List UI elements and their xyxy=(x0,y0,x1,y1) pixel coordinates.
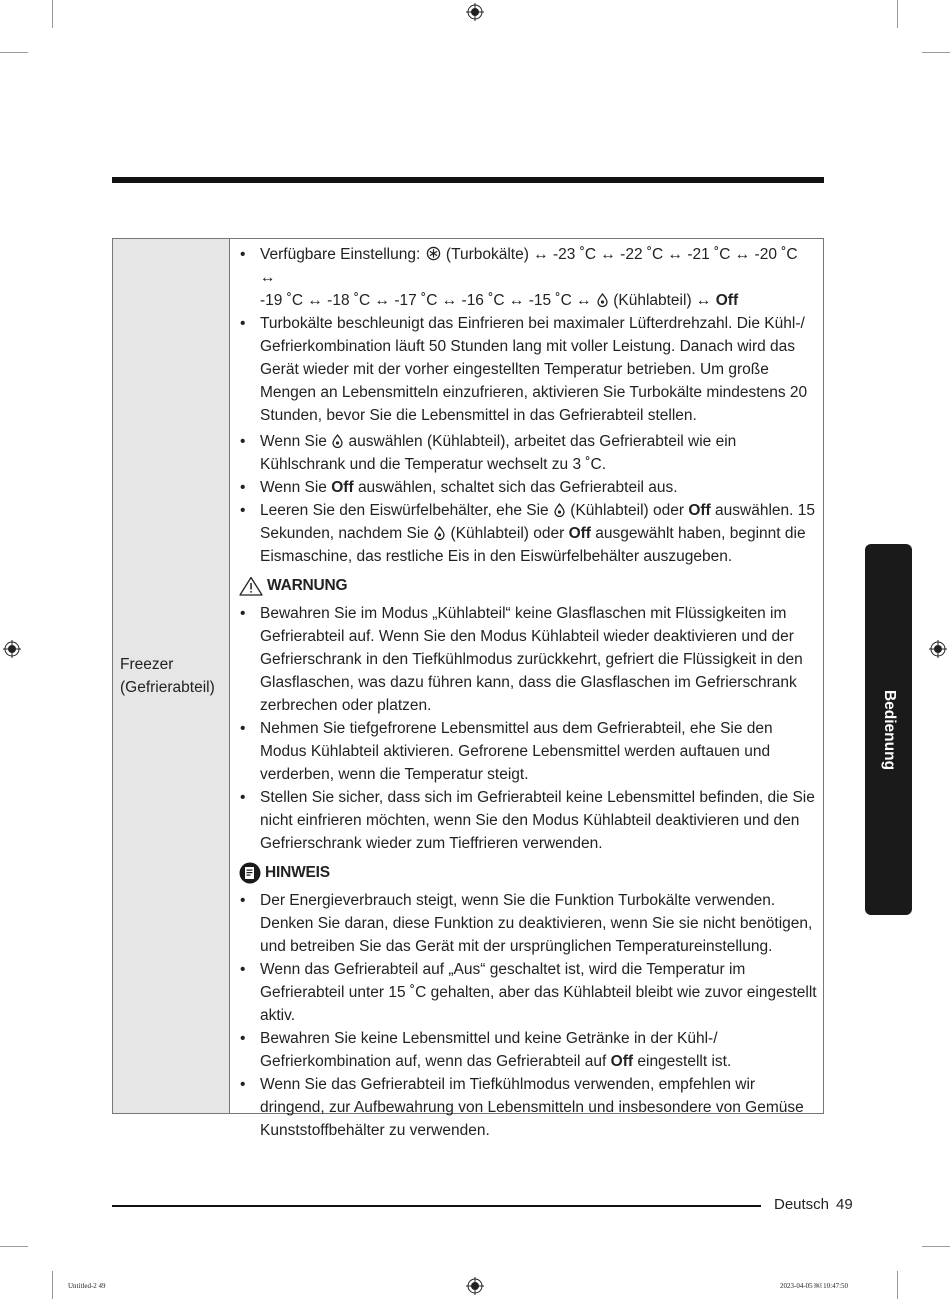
settings-table xyxy=(112,238,824,1139)
list-item: • Wenn Sie Off auswählen, schaltet sich das Gefrierabteil aus. xyxy=(239,476,817,499)
warning-icon xyxy=(239,576,263,596)
cool-mode-icon xyxy=(597,293,608,307)
print-slug-right: 2023-04-05 ￼ 10:47:50 xyxy=(780,1282,849,1290)
turbo-freeze-icon xyxy=(426,246,441,261)
header-rule xyxy=(112,177,824,183)
print-slug-left: Untitled-2 49 xyxy=(68,1282,106,1290)
cool-mode-icon xyxy=(332,434,343,448)
row-label-line: Freezer xyxy=(120,656,174,673)
list-item: • Verfügbare Einstellung: (Turbokälte) ↔ -23 ˚C ↔ -22 ˚C ↔ -21 ˚C ↔ -20 ˚C ↔ -19 ˚C ↔ -18 ˚C ↔ -17 ˚C ↔ -16 ˚C ↔ -15 ˚C ↔ (Kühlabteil) ↔ Off xyxy=(239,243,817,312)
crop-mark xyxy=(52,0,53,28)
cool-mode-icon xyxy=(434,526,445,540)
registration-mark-icon xyxy=(929,640,947,658)
warning-list xyxy=(239,602,817,855)
crop-mark xyxy=(897,0,898,28)
crop-mark xyxy=(922,1246,950,1247)
crop-mark xyxy=(52,1271,53,1299)
description-cell xyxy=(230,239,823,1139)
list-item: • Wenn das Gefrierabteil auf „Aus“ geschaltet ist, wird die Temperatur im Gefrierabteil unter 15 ˚C gehalten, aber das Kühlabteil bleibt wie zuvor eingestellt aktiv. xyxy=(239,958,817,1027)
row-label-cell xyxy=(113,239,230,1113)
registration-mark-icon xyxy=(466,3,484,21)
list-item: • Stellen Sie sicher, dass sich im Gefrierabteil keine Lebensmittel befinden, die Sie nicht einfrieren möchten, wenn Sie den Modus Kühlabteil deaktivieren und den Gefrierschrank wieder zum Tieffrieren verwenden. xyxy=(239,786,817,855)
list-item: • Nehmen Sie tiefgefrorene Lebensmittel aus dem Gefrierabteil, ehe Sie den Modus Kühlabteil aktivieren. Gefrorene Lebensmittel werden auftauen und verderben, wenn die Temperatur steigt. xyxy=(239,717,817,786)
list-item: • Der Energieverbrauch steigt, wenn Sie die Funktion Turbokälte verwenden. Denken Sie daran, diese Funktion zu deaktivieren, wenn Sie sie nicht benötigen, und betreiben Sie das Gerät mit der ursprünglichen Temperatureinstellung. xyxy=(239,889,817,958)
list-item: • Wenn Sie auswählen (Kühlabteil), arbeitet das Gefrierabteil wie ein Kühlschrank und die Temperatur wechselt zu 3 ˚C. xyxy=(239,430,817,476)
cool-mode-icon xyxy=(554,503,565,517)
settings-list xyxy=(239,243,817,568)
row-label-line: (Gefrierabteil) xyxy=(120,679,215,696)
note-icon xyxy=(239,862,261,884)
registration-mark-icon xyxy=(3,640,21,658)
section-side-tab xyxy=(865,544,912,915)
section-side-tab-label: Bedienung xyxy=(880,689,898,770)
list-item: • Bewahren Sie keine Lebensmittel und keine Getränke in der Kühl-/ Gefrierkombination auf, wenn das Gefrierabteil auf Off eingestellt ist. xyxy=(239,1027,817,1073)
crop-mark xyxy=(0,1246,28,1247)
list-item: • Leeren Sie den Eiswürfelbehälter, ehe Sie (Kühlabteil) oder Off auswählen. 15 Sekunden, nachdem Sie (Kühlabteil) oder Off ausgewählt haben, beginnt die Eismaschine, das restliche Eis in den Eiswürfelbehälter auszugeben. xyxy=(239,499,817,568)
page-number: 49 xyxy=(836,1196,853,1213)
note-heading: HINWEIS xyxy=(239,861,817,884)
crop-mark xyxy=(897,1271,898,1299)
crop-mark xyxy=(922,52,950,53)
registration-mark-icon xyxy=(466,1277,484,1295)
list-item: • Bewahren Sie im Modus „Kühlabteil“ keine Glasflaschen mit Flüssigkeiten im Gefrierabteil auf. Wenn Sie den Modus Kühlabteil wieder deaktivieren und der Gefrierschrank in den Tiefkühlmodus zurückkehrt, gefriert die Flüssigkeit in den Glasflaschen, was dazu führen kann, dass die Glasflaschen im Gefrierschrank zerbrechen oder platzen. xyxy=(239,602,817,717)
footer-language: Deutsch xyxy=(774,1196,830,1213)
warning-heading: WARNUNG xyxy=(239,574,817,597)
footer-rule xyxy=(112,1205,761,1207)
note-list xyxy=(239,889,817,1142)
list-item: • Wenn Sie das Gefrierabteil im Tiefkühlmodus verwenden, empfehlen wir dringend, zur Aufbewahrung von Lebensmitteln und insbesondere von Gemüse Kunststoffbehälter zu verwenden. xyxy=(239,1073,817,1142)
crop-mark xyxy=(0,52,28,53)
list-item: • Turbokälte beschleunigt das Einfrieren bei maximaler Lüfterdrehzahl. Die Kühl-/ Gefrierkombination läuft 50 Stunden lang mit voller Leistung. Danach wird das Gerät wieder mit der vorher eingestellten Temperatur betrieben. Um große Mengen an Lebensmitteln einzufrieren, aktivieren Sie Turbokälte mindestens 20 Stunden, bevor Sie die Lebensmittel in das Gefrierabteil stellen. xyxy=(239,312,817,427)
